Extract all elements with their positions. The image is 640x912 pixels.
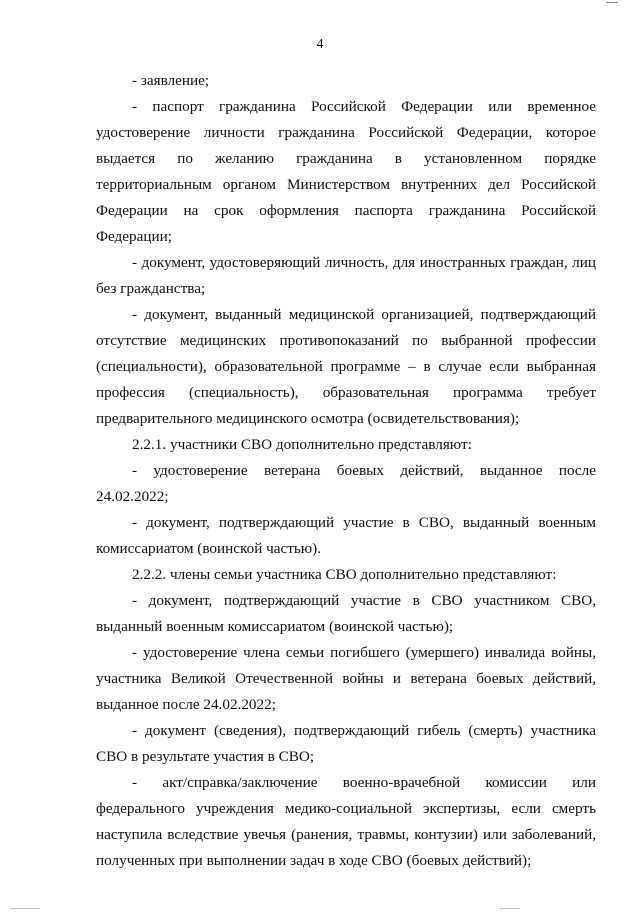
list-item-participation-document: - документ, подтверждающий участие в СВО, выданный военным комиссариатом (воинской частью). — [96, 514, 596, 557]
scan-artifact-bottom-left — [10, 908, 40, 909]
document-body — [96, 68, 596, 874]
list-item-passport: - паспорт гражданина Российской Федерации или временное удостоверение личности гражданина Российской Федерации, которое выдается по желанию гражданина в установленном порядке территориальным органом Министерством внутренних дел Российской Федерации на срок оформления паспорта гражданина Российской Федерации; — [96, 98, 596, 245]
page-number: 4 — [316, 37, 324, 52]
list-item-medical-document: - документ, выданный медицинской организацией, подтверждающий отсутствие медицинских противопоказаний по выбранной профессии (специальности), образовательной программе – в случае если выбранная профессия (специальность), образовательная программа требует предварительного медицинского осмотра (освидетельствования); — [96, 306, 596, 427]
section-2-2-2-heading: 2.2.2. члены семьи участника СВО дополнительно представляют: — [132, 566, 557, 583]
list-item-commission-act: - акт/справка/заключение военно-врачебной комиссии или федерального учреждения медико-социальной экспертизы, если смерть наступила вследствие увечья (ранения, травмы, контузии) или заболеваний, полученных при выполнении задач в ходе СВО (боевых действий); — [96, 774, 596, 869]
scan-artifact-top-right — [606, 2, 618, 3]
list-item-participant-document: - документ, подтверждающий участие в СВО участником СВО, выданный военным комиссариатом (воинской частью); — [96, 592, 596, 635]
list-item-application: - заявление; — [132, 72, 210, 89]
list-item-veteran-certificate: - удостоверение ветерана боевых действий, выданное после 24.02.2022; — [96, 462, 596, 505]
list-item-death-document: - документ (сведения), подтверждающий гибель (смерть) участника СВО в результате участия в СВО; — [96, 722, 596, 765]
list-item-family-certificate: - удостоверение члена семьи погибшего (умершего) инвалида войны, участника Великой Отечественной войны и ветерана боевых действий, выданное после 24.02.2022; — [96, 644, 596, 713]
section-2-2-1-heading: 2.2.1. участники СВО дополнительно представляют: — [132, 436, 472, 453]
scan-artifact-bottom-right — [500, 908, 520, 909]
list-item-foreign-id: - документ, удостоверяющий личность, для иностранных граждан, лиц без гражданства; — [96, 254, 596, 297]
